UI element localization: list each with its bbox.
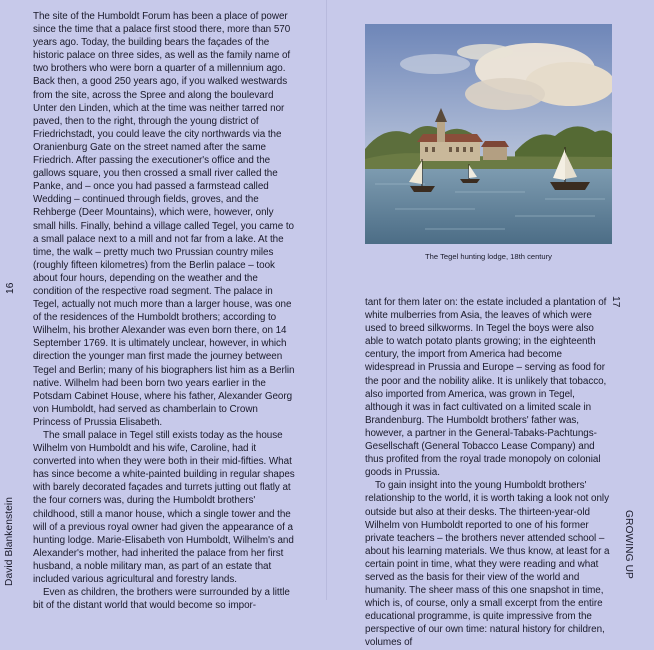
left-page: [0, 0, 327, 612]
left-page-number: 16: [5, 282, 16, 294]
right-page-number: 17: [610, 296, 621, 308]
right-running-head: GROWING UP: [623, 510, 634, 579]
right-page: [327, 0, 654, 649]
tegel-hunting-lodge-illustration: [365, 24, 612, 244]
right-paragraph-2: To gain insight into the young Humboldt brothers' relationship to the world, it is worth taking a look not only outside but also at their desks. The thirteen-year-old Wilhelm von Humboldt reported to one of his former private teachers – the brothers never attended school – about his learning materials. We thus know, at least for a certain point in time, what they were reading and what served as the basis for their view of the world and humanity. The sheer mass of this one snapshot in time, which is, of course, only a small excerpt from the entire educational programme, is quite impressive from the perspective of our own time: natural history for children, volumes of: [365, 480, 610, 649]
left-running-head: David Blankenstein: [4, 496, 15, 586]
figure-caption: The Tegel hunting lodge, 18th century: [425, 252, 552, 261]
left-paragraph-3: Even as children, the brothers were surrounded by a little bit of the distant world that would become so impor-: [33, 587, 290, 612]
right-text-column: [365, 296, 612, 650]
left-paragraph-2: The small palace in Tegel still exists today as the house Wilhelm von Humboldt and his wife, Caroline, had it converted into when they were both in their mid-fifties. What has since become a white-painted building in regular shapes with barely decorated façades and turrets jutting out flatly at the four corners was, during the Humboldt brothers' childhood, still a manor house, which a single tower and the will of a previous royal owner had given the appearance of a hunting lodge. Marie-Elisabeth von Humboldt, Wilhelm's and Alexander's mother, had inherited the palace from her first husband, a noble military man, as part of an estate that included various agricultural and forestry lands.: [33, 430, 295, 586]
left-paragraph-1: The site of the Humboldt Forum has been a place of power since the time that a palace first stood there, more than 570 years ago. Today, the building bears the façades of the historic palace on three sides, as well as the family name of two brothers who were born a quarter of a millennium ago. Back then, a good 250 years ago, if you walked westwards from the site, across the Spree and along the boulevard Unter den Linden, which at the time was neither tarred nor paved, then to the right, through the young district of Friedrichstadt, you could leave the city northwards via the Oranienburg Gate on the street named after the same Friedrich. After passing the executioner's office and the gallows square, you then crossed a small river called the Panke, and – once you had passed a farmstead called Wedding – continued through fields, groves, and the Rehberge (Deer Mountains), which were, however, only small hills. Finally, behind a village called Tegel, you came to a small palace next to a mill and not far from a lake. At the time, the walk – pretty much two Prussian country miles (roughly fifteen kilometres) from the Berlin palace – took about four hours, depending on the weather and the condition of the respective road segment. The palace in Tegel, actually not much more than a larger house, was one of the residences of the Humboldt brothers; according to Wilhelm, his brother Alexander was even born there, on 14 September 1769. It is ultimately unclear, however, in which direction the younger man first made the journey between Tegel and Berlin; many of his biographers list him as a Berlin native. Wilhelm had been born two years earlier in the Potsdam Cabinet House, where his father, Alexander Georg von Humboldt, had served as chamberlain to Crown Princess of Prussia Elisabeth.: [33, 11, 295, 428]
left-text-column: [33, 10, 296, 612]
right-paragraph-1: tant for them later on: the estate included a plantation of white mulberries from Asia, the leaves of which were used to breed silkworms. In Tegel the boys were also able to watch potato plants growing; in the eighteenth century, the import from America had become widespread in Prussia and Europe – serving as food for the poor and the nobility alike. It is unlikely that tobacco, also imported from America, was grown in Tegel, although it was in fact cultivated on a limited scale in Brandenburg. The Humboldt brothers' father was, however, a partner in the General-Tabaks-Pachtungs-Gesellschaft (General Tobacco Lease Company) and thus profited from the royal trade monopoly on colonial goods in Prussia.: [365, 297, 607, 479]
